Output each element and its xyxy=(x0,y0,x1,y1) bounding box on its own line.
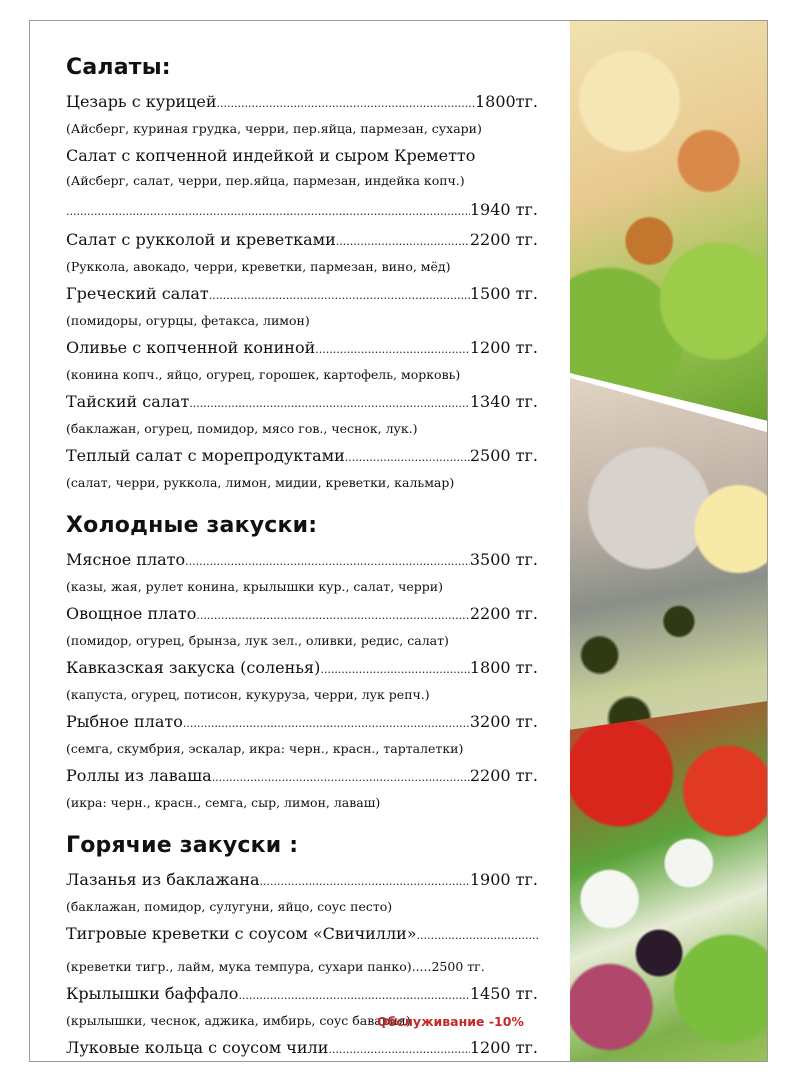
item-description: (капуста, огурец, потисон, кукуруза, черри, лук репч.) xyxy=(66,687,430,702)
service-charge-note: Обслуживание -10% xyxy=(377,1014,524,1029)
item-description: (казы, жая, рулет конина, крылышки кур., салат, черри) xyxy=(66,579,444,594)
item-name: Овощное плато xyxy=(66,604,197,623)
menu-item xyxy=(66,601,546,653)
item-price: 2200 тг. xyxy=(469,230,538,249)
section-salads xyxy=(66,51,546,495)
item-price: 3500 тг. xyxy=(469,550,538,569)
item-description: (помидор, огурец, брынза, лук зел., оливки, редис, салат) xyxy=(66,633,449,648)
item-price: 3200 тг. xyxy=(469,712,538,731)
menu-item xyxy=(66,867,546,919)
item-name: Мясное плато xyxy=(66,550,186,569)
item-name: Крылышки баффало xyxy=(66,984,239,1003)
menu-item xyxy=(66,227,546,279)
item-name: Рыбное плато xyxy=(66,712,183,731)
item-name: Теплый салат с морепродуктами xyxy=(66,446,345,465)
menu-page xyxy=(29,20,768,1062)
item-price: 1900 тг. xyxy=(469,870,538,889)
item-price: 1940 тг. xyxy=(469,200,538,219)
greek-salad-photo xyxy=(570,701,768,1061)
item-name: Салат с рукколой и креветками xyxy=(66,230,336,249)
section-title: Холодные закуски: xyxy=(66,513,318,538)
item-description: (креветки тигр., лайм, мука темпура, сухари панко).....2500 тг. xyxy=(66,959,485,974)
item-description: (крылышки, чеснок, аджика, имбирь, соус бавария) xyxy=(66,1013,411,1028)
menu-item xyxy=(66,389,546,441)
item-price: 1450 тг. xyxy=(469,984,538,1003)
item-price: 1200 тг. xyxy=(469,1038,538,1057)
item-price: 1200 тг. xyxy=(469,338,538,357)
menu-item xyxy=(66,89,546,141)
item-description: (баклажан, помидор, сулугуни, яйцо, соус песто) xyxy=(66,899,393,914)
item-price: 2500 тг. xyxy=(469,446,538,465)
item-name: Салат с копченной индейкой и сыром Креметто xyxy=(66,146,476,165)
item-name: Греческий салат xyxy=(66,284,209,303)
item-name: Тигровые креветки с соусом «Свичилли» xyxy=(66,924,417,943)
item-description: (Айсберг, салат, черри, пер.яйца, пармезан, индейка копч.) xyxy=(66,173,465,188)
item-name: Роллы из лаваша xyxy=(66,766,212,785)
section-title: Горячие закуски : xyxy=(66,833,299,858)
item-price: 1340 тг. xyxy=(469,392,538,411)
item-price: 1800тг. xyxy=(474,92,538,111)
item-description: (баклажан, огурец, помидор, мясо гов., чеснок, лук.) xyxy=(66,421,418,436)
menu-item xyxy=(66,143,546,225)
item-name: Кавказская закуска (соленья) xyxy=(66,658,321,677)
menu-item xyxy=(66,281,546,333)
item-price: 1800 тг. xyxy=(469,658,538,677)
menu-item xyxy=(66,655,546,707)
item-description: (салат, черри, руккола, лимон, мидии, креветки, кальмар) xyxy=(66,475,455,490)
food-photo-strip xyxy=(570,21,768,1061)
menu-item xyxy=(66,921,546,979)
item-description: (Айсберг, куриная грудка, черри, пер.яйца, пармезан, сухари) xyxy=(66,121,482,136)
item-description: (помидоры, огурцы, фетакса, лимон) xyxy=(66,313,310,328)
menu-item xyxy=(66,335,546,387)
item-price: 2200 тг. xyxy=(469,766,538,785)
item-description: (семга, скумбрия, эскалар, икра: черн., красн., тарталетки) xyxy=(66,741,464,756)
item-name: Тайский салат xyxy=(66,392,190,411)
item-name: Лазанья из баклажана xyxy=(66,870,260,889)
menu-item xyxy=(66,547,546,599)
item-description: (Руккола, авокадо, черри, креветки, пармезан, вино, мёд) xyxy=(66,259,451,274)
caesar-salad-photo xyxy=(570,21,768,421)
item-name: Цезарь с курицей xyxy=(66,92,217,111)
item-name: Луковые кольца с соусом чили xyxy=(66,1038,329,1057)
item-price: 2200 тг. xyxy=(469,604,538,623)
item-name: Оливье с копченной кониной xyxy=(66,338,316,357)
item-price: 1500 тг. xyxy=(469,284,538,303)
menu-content xyxy=(66,51,546,1062)
section-cold-appetizers xyxy=(66,509,546,815)
section-title: Салаты: xyxy=(66,55,171,80)
menu-item xyxy=(66,763,546,815)
menu-item xyxy=(66,1035,546,1062)
item-description: (икра: черн., красн., семга, сыр, лимон, лаваш) xyxy=(66,795,381,810)
menu-item xyxy=(66,443,546,495)
menu-item xyxy=(66,709,546,761)
item-description: (конина копч., яйцо, огурец, горошек, картофель, морковь) xyxy=(66,367,461,382)
